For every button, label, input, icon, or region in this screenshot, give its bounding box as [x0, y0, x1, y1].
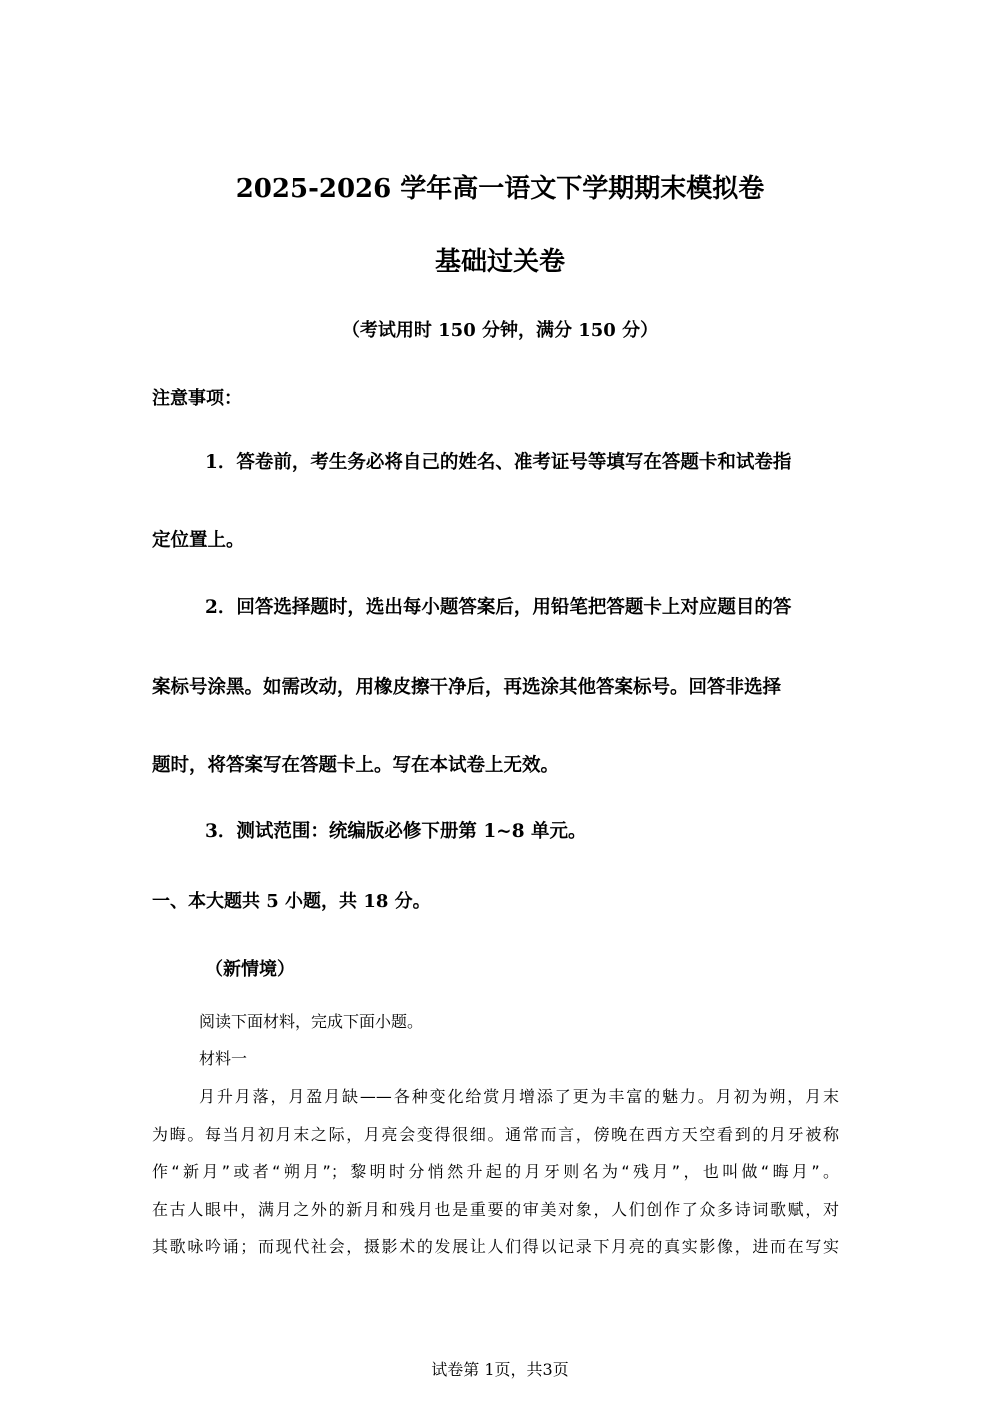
- notice-item-2-line-2: 案标号涂黑。如需改动，用橡皮擦干净后，再选涂其他答案标号。回答非选择: [152, 677, 782, 698]
- notice-item-3: 3．测试范围：统编版必修下册第 1~8 单元。: [205, 821, 587, 842]
- notice-item-2-line-3: 题时，将答案写在答题卡上。写在本试卷上无效。: [152, 755, 560, 776]
- paragraph-line: 月升月落，月盈月缺——各种变化给赏月增添了更为丰富的魅力。月初为朔，月末: [199, 1087, 839, 1106]
- section-heading: 一、本大题共 5 小题，共 18 分。: [152, 891, 431, 912]
- paragraph-line: 在古人眼中，满月之外的新月和残月也是重要的审美对象，人们创作了众多诗词歌赋，对: [152, 1200, 839, 1219]
- paragraph-line: 为晦。每当月初月末之际，月亮会变得很细。通常而言，傍晚在西方天空看到的月牙被称: [152, 1125, 839, 1144]
- notice-item-2-line-1: 2．回答选择题时，选出每小题答案后，用铅笔把答题卡上对应题目的答: [205, 597, 792, 618]
- paragraph-line: 作“新月”或者“朔月”；黎明时分悄然升起的月牙则名为“残月”，也叫做“晦月”。: [152, 1162, 839, 1181]
- exam-subtitle: 基础过关卷: [434, 247, 565, 277]
- notice-item-1-line-2: 定位置上。: [152, 530, 245, 551]
- notice-item-1-line-1: 1．答卷前，考生务必将自己的姓名、准考证号等填写在答题卡和试卷指: [205, 452, 792, 473]
- context-tag: （新情境）: [205, 959, 295, 980]
- notes-heading: 注意事项：: [152, 388, 242, 409]
- material-label: 材料一: [199, 1049, 248, 1068]
- reading-instruction: 阅读下面材料，完成下面小题。: [199, 1012, 424, 1031]
- exam-title: 2025-2026 学年高一语文下学期期末模拟卷: [235, 174, 765, 204]
- exam-duration-score: （考试用时 150 分钟，满分 150 分）: [341, 320, 659, 341]
- paragraph-line: 其歌咏吟诵；而现代社会，摄影术的发展让人们得以记录下月亮的真实影像，进而在写实: [152, 1237, 839, 1256]
- page-footer: 试卷第 1页，共3页: [431, 1360, 569, 1379]
